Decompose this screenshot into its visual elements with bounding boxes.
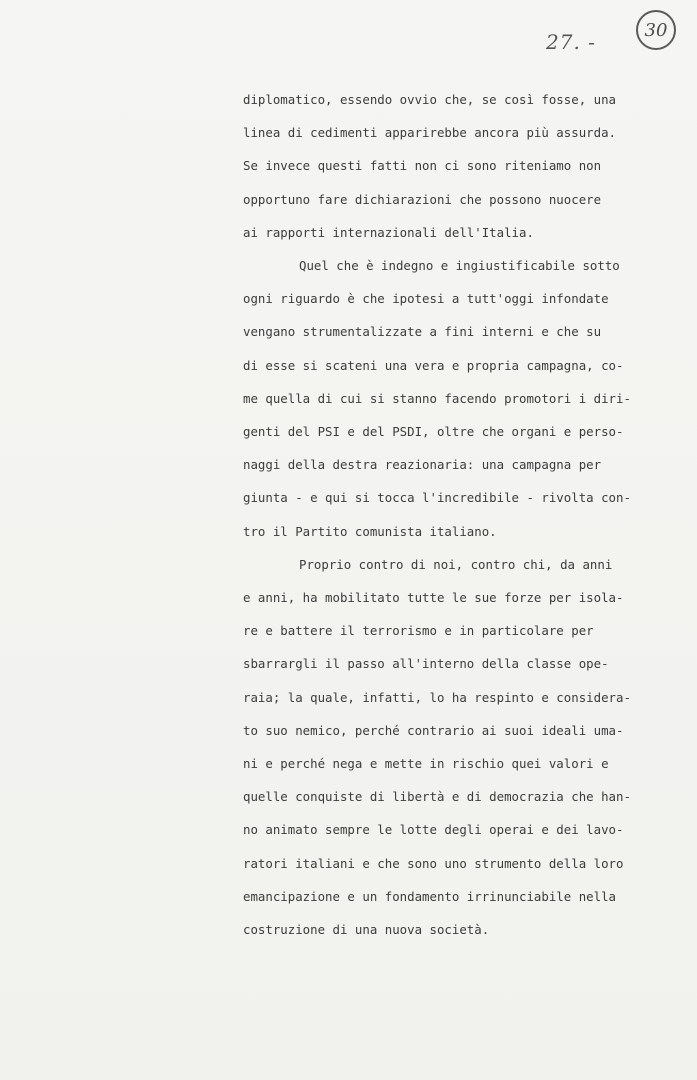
text-line: ratori italiani e che sono uno strumento della loro <box>243 856 624 871</box>
text-line: genti del PSI e del PSDI, oltre che organi e perso- <box>243 424 624 439</box>
text-line: raia; la quale, infatti, lo ha respinto e considera- <box>243 690 631 705</box>
text-line: re e battere il terrorismo e in particolare per <box>243 623 594 638</box>
text-line: ni e perché nega e mette in rischio quei valori e <box>243 756 609 771</box>
text-line: Proprio contro di noi, contro chi, da anni <box>299 557 613 572</box>
archive-page-stamp: 30 <box>636 10 676 50</box>
text-line: linea di cedimenti apparirebbe ancora più assurda. <box>243 125 616 140</box>
text-line: diplomatico, essendo ovvio che, se così fosse, una <box>243 92 616 107</box>
text-line: ai rapporti internazionali dell'Italia. <box>243 225 534 240</box>
text-line: costruzione di una nuova società. <box>243 922 490 937</box>
text-line: vengano strumentalizzate a fini interni e che su <box>243 324 602 339</box>
page-number: 27. - <box>546 30 596 54</box>
text-line: tro il Partito comunista italiano. <box>243 524 497 539</box>
text-line: e anni, ha mobilitato tutte le sue forze per isola- <box>243 590 624 605</box>
text-line: Se invece questi fatti non ci sono riteniamo non <box>243 158 602 173</box>
text-line: to suo nemico, perché contrario ai suoi ideali uma- <box>243 723 624 738</box>
text-line: giunta - e qui si tocca l'incredibile - rivolta con- <box>243 490 631 505</box>
text-line: emancipazione e un fondamento irrinunciabile nella <box>243 889 616 904</box>
text-line: opportuno fare dichiarazioni che possono nuocere <box>243 192 602 207</box>
text-line: naggi della destra reazionaria: una campagna per <box>243 457 602 472</box>
text-line: me quella di cui si stanno facendo promotori i diri- <box>243 391 631 406</box>
text-line: sbarrargli il passo all'interno della classe ope- <box>243 656 609 671</box>
text-line: Quel che è indegno e ingiustificabile sotto <box>299 258 620 273</box>
text-line: di esse si scateni una vera e propria campagna, co- <box>243 358 624 373</box>
text-line: quelle conquiste di libertà e di democrazia che han- <box>243 789 631 804</box>
text-line: no animato sempre le lotte degli operai e dei lavo- <box>243 822 624 837</box>
text-line: ogni riguardo è che ipotesi a tutt'oggi infondate <box>243 291 609 306</box>
